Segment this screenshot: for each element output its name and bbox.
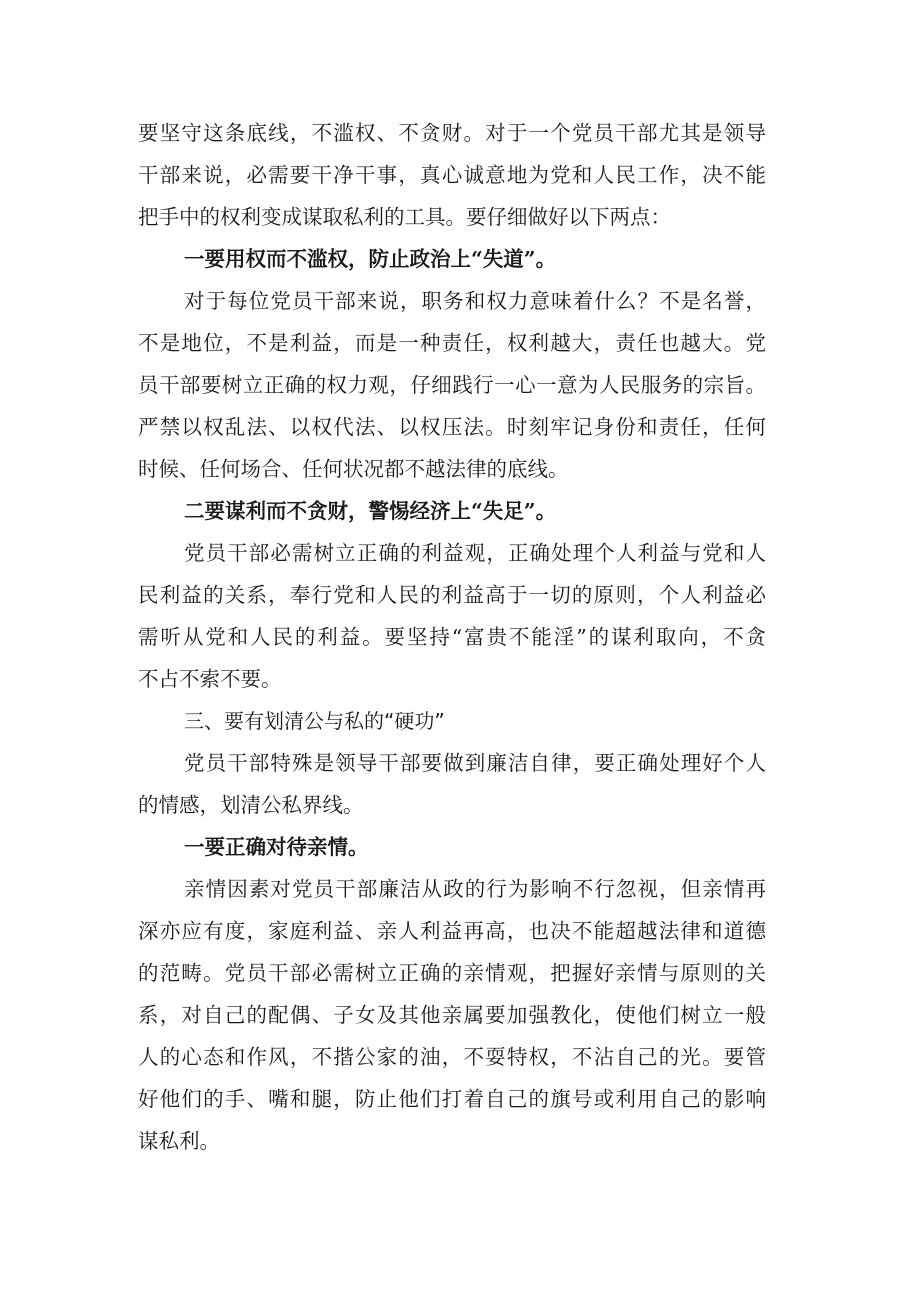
- text-line: 党员干部特殊是领导干部要做到廉洁自律，要正确处理好个人: [184, 751, 766, 775]
- text-line: 干部来说，必需要干净干事，真心诚意地为党和人民工作，决不能: [138, 163, 766, 187]
- subheading-family: [138, 826, 766, 868]
- text-line: 党员干部必需树立正确的利益观，正确处理个人利益与党和人: [184, 541, 766, 565]
- text-line: 好他们的手、嘴和腿，防止他们打着自己的旗号或利用自己的影响: [138, 1087, 766, 1111]
- text-line: 员干部要树立正确的权力观，仔细践行一心一意为人民服务的宗旨。: [138, 373, 766, 397]
- paragraph-power: [138, 280, 766, 490]
- text-line: 对于每位党员干部来说，职务和权力意味着什么？不是名誉，: [184, 289, 766, 313]
- text-line: 不占不索不要。: [138, 667, 282, 691]
- paragraph-public-private: [138, 742, 766, 826]
- text-line: 需听从党和人民的利益。要坚持“富贵不能淫”的谋利取向，不贪: [138, 625, 766, 649]
- text-line: 要坚守这条底线，不滥权、不贪财。对于一个党员干部尤其是领导: [138, 121, 766, 145]
- text-line: 把手中的权利变成谋取私利的工具。要仔细做好以下两点：: [138, 205, 671, 229]
- text-line: 亲情因素对党员干部廉洁从政的行为影响不行忽视，但亲情再: [184, 877, 766, 901]
- paragraph-intro: [138, 112, 766, 238]
- text-line: 谋私利。: [138, 1129, 220, 1153]
- subheading-text: 一要正确对待亲情。: [184, 835, 369, 859]
- text-line: 民利益的关系，奉行党和人民的利益高于一切的原则，个人利益必: [138, 583, 766, 607]
- text-line: 人的心态和作风，不揩公家的油，不耍特权，不沾自己的光。要管: [138, 1045, 766, 1069]
- document-body: [138, 112, 766, 1162]
- subheading-text: 一要用权而不滥权，防止政治上“失道”。: [184, 247, 557, 271]
- text-line: 的情感，划清公私界线。: [138, 793, 364, 817]
- text-line: 的范畴。党员干部必需树立正确的亲情观，把握好亲情与原则的关: [138, 961, 766, 985]
- paragraph-wealth: [138, 532, 766, 700]
- subheading-text: 二要谋利而不贪财，警惕经济上“失足”。: [184, 499, 557, 523]
- paragraph-family: [138, 868, 766, 1162]
- text-line: 时候、任何场合、任何状况都不越法律的底线。: [138, 457, 569, 481]
- subheading-power: [138, 238, 766, 280]
- subheading-wealth: [138, 490, 766, 532]
- section-heading-three: [138, 700, 766, 742]
- text-line: 严禁以权乱法、以权代法、以权压法。时刻牢记身份和责任，任何: [138, 415, 766, 439]
- text-line: 深亦应有度，家庭利益、亲人利益再高，也决不能超越法律和道德: [138, 919, 766, 943]
- text-line: 系，对自己的配偶、子女及其他亲属要加强教化，使他们树立一般: [138, 1003, 766, 1027]
- section-heading-text: 三、要有划清公与私的“硬功”: [184, 709, 445, 733]
- text-line: 不是地位，不是利益，而是一种责任，权利越大，责任也越大。党: [138, 331, 766, 355]
